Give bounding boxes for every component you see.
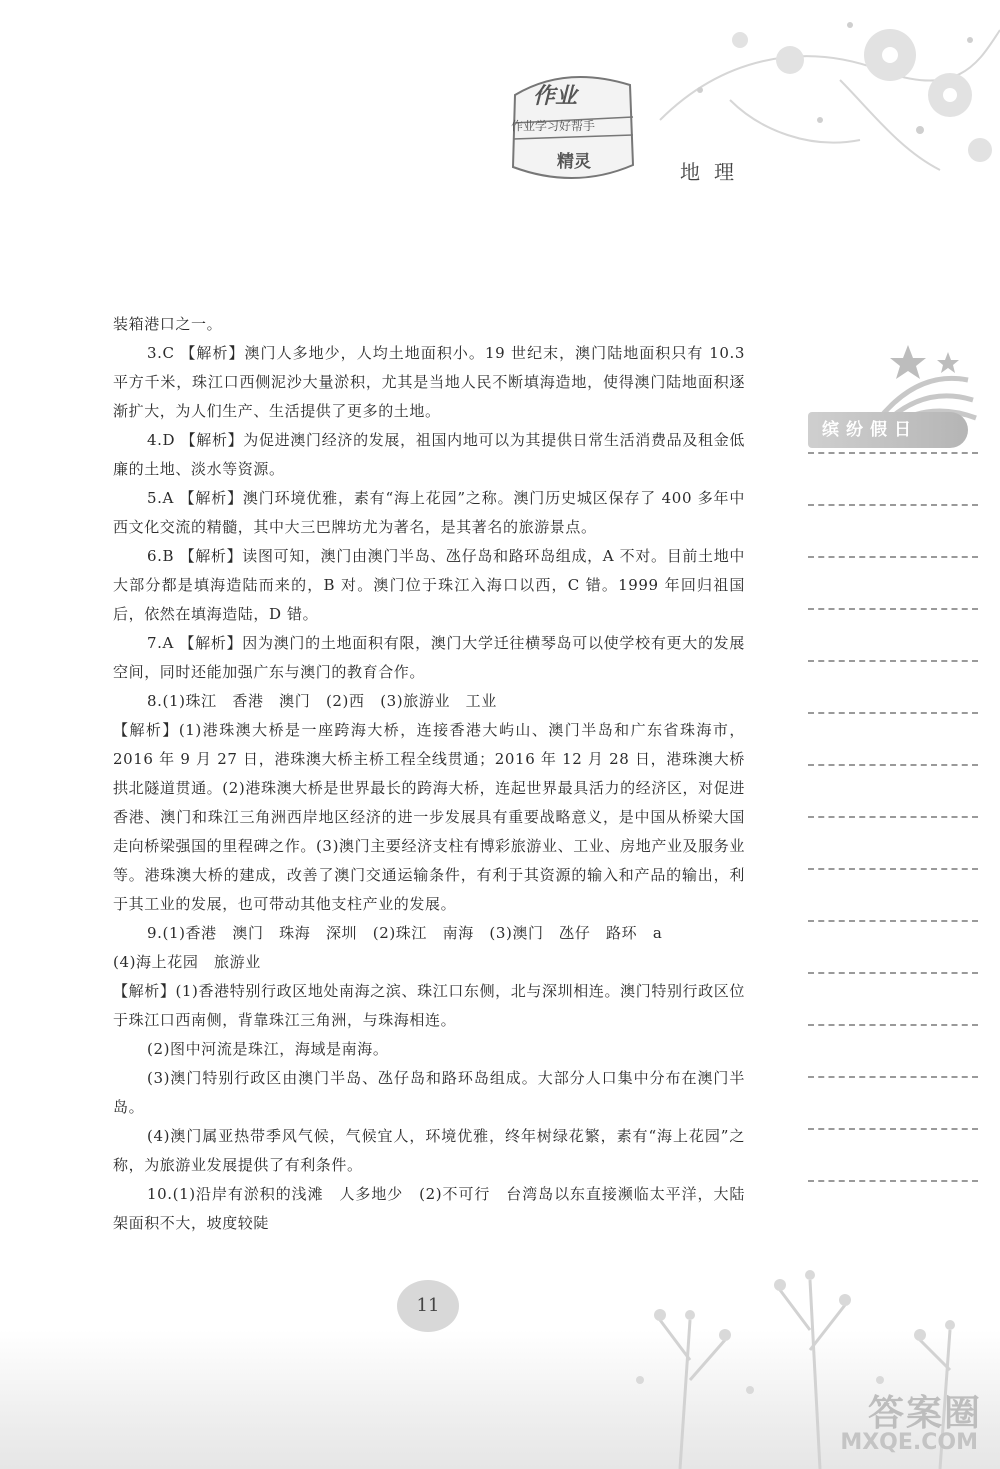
- stamp-top-text: 作业: [533, 83, 578, 109]
- note-line: [808, 712, 978, 714]
- page-number: 11: [397, 1280, 459, 1332]
- note-line: [808, 452, 978, 454]
- paragraph: (4)澳门属亚热带季风气候，气候宜人，环境优雅，终年树绿花繁，素有“海上花园”之称，为旅游业发展提供了有利条件。: [113, 1127, 745, 1174]
- watermark-logo: 答案圈: [867, 1393, 982, 1434]
- note-line: [808, 1024, 978, 1026]
- stamp-middle-text: 作业学习好帮手: [511, 119, 596, 133]
- logo-stamp: [505, 65, 640, 190]
- note-line: [808, 972, 978, 974]
- paragraph: 装箱港口之一。: [113, 315, 223, 333]
- paragraph: (3)澳门特别行政区由澳门半岛、氹仔岛和路环岛组成。大部分人口集中分布在澳门半岛。: [113, 1069, 745, 1116]
- paragraph: 8.(1)珠江 香港 澳门 (2)西 (3)旅游业 工业: [147, 692, 497, 710]
- note-line: [808, 764, 978, 766]
- note-line: [808, 1076, 978, 1078]
- paragraph: 【解析】(1)香港特别行政区地处南海之滨、珠江口东侧，北与深圳相连。澳门特别行政区位于珠江口西南侧，背靠珠江三角洲，与珠海相连。: [113, 982, 745, 1029]
- note-line: [808, 1128, 978, 1130]
- note-line: [808, 868, 978, 870]
- stamp-bottom-text: 精灵: [557, 152, 591, 172]
- answer-content: [113, 310, 745, 1238]
- paragraph: 5.A 【解析】澳门环境优雅，素有“海上花园”之称。澳门历史城区保存了 400 多年中西文化交流的精髓，其中大三巴牌坊尤为著名，是其著名的旅游景点。: [113, 489, 745, 536]
- paragraph: 10.(1)沿岸有淤积的浅滩 人多地少 (2)不可行 台湾岛以东直接濒临太平洋，大陆架面积不大，坡度较陡: [113, 1185, 745, 1232]
- paragraph: 9.(1)香港 澳门 珠海 深圳 (2)珠江 南海 (3)澳门 氹仔 路环 a: [147, 924, 663, 942]
- paragraph: 6.B 【解析】读图可知，澳门由澳门半岛、氹仔岛和路环岛组成，A 不对。目前土地中大部分都是填海造陆而来的，B 对。澳门位于珠江入海口以西，C 错。1999 年回归祖国后，依然在填海造陆，D 错。: [113, 547, 745, 623]
- paragraph: 【解析】(1)港珠澳大桥是一座跨海大桥，连接香港大屿山、澳门半岛和广东省珠海市，2016 年 9 月 27 日，港珠澳大桥主桥工程全线贯通；2016 年 12 月 28 日，港珠澳大桥拱北隧道贯通。(2)港珠澳大桥是世界最长的跨海大桥，连起世界最具活力的经济区，对促进香港、澳门和珠江三角洲西岸地区经济的进一步发展具有重要战略意义，是中国从桥梁大国走向桥梁强国的里程碑之作。(3)澳门主要经济支柱有博彩旅游业、工业、房地产业及服务业等。港珠澳大桥的建成，改善了澳门交通运输条件，有利于其资源的输入和产品的输出，利于其工业的发展，也可带动其他支柱产业的发展。: [113, 721, 745, 913]
- paragraph: 7.A 【解析】因为澳门的土地面积有限，澳门大学迁往横琴岛可以使学校有更大的发展空间，同时还能加强广东与澳门的教育合作。: [113, 634, 745, 681]
- note-line: [808, 920, 978, 922]
- paragraph: (2)图中河流是珠江，海域是南海。: [147, 1040, 389, 1058]
- subject-title: 地理: [680, 160, 748, 184]
- paragraph: 4.D 【解析】为促进澳门经济的发展，祖国内地可以为其提供日常生活消费品及租金低廉的土地、淡水等资源。: [113, 431, 745, 478]
- note-line: [808, 816, 978, 818]
- sidebar-badge: 缤纷假日: [808, 412, 968, 448]
- paragraph: (4)海上花园 旅游业: [113, 953, 261, 971]
- note-line: [808, 608, 978, 610]
- watermark-url: MXQE.COM: [840, 1430, 978, 1455]
- note-line: [808, 504, 978, 506]
- note-line: [808, 556, 978, 558]
- note-line: [808, 660, 978, 662]
- note-line: [808, 1180, 978, 1182]
- paragraph: 3.C 【解析】澳门人多地少，人均土地面积小。19 世纪末，澳门陆地面积只有 10.3 平方千米，珠江口西侧泥沙大量淤积，尤其是当地人民不断填海造地，使得澳门陆地面积逐渐扩大，为人们生产、生活提供了更多的土地。: [113, 344, 745, 420]
